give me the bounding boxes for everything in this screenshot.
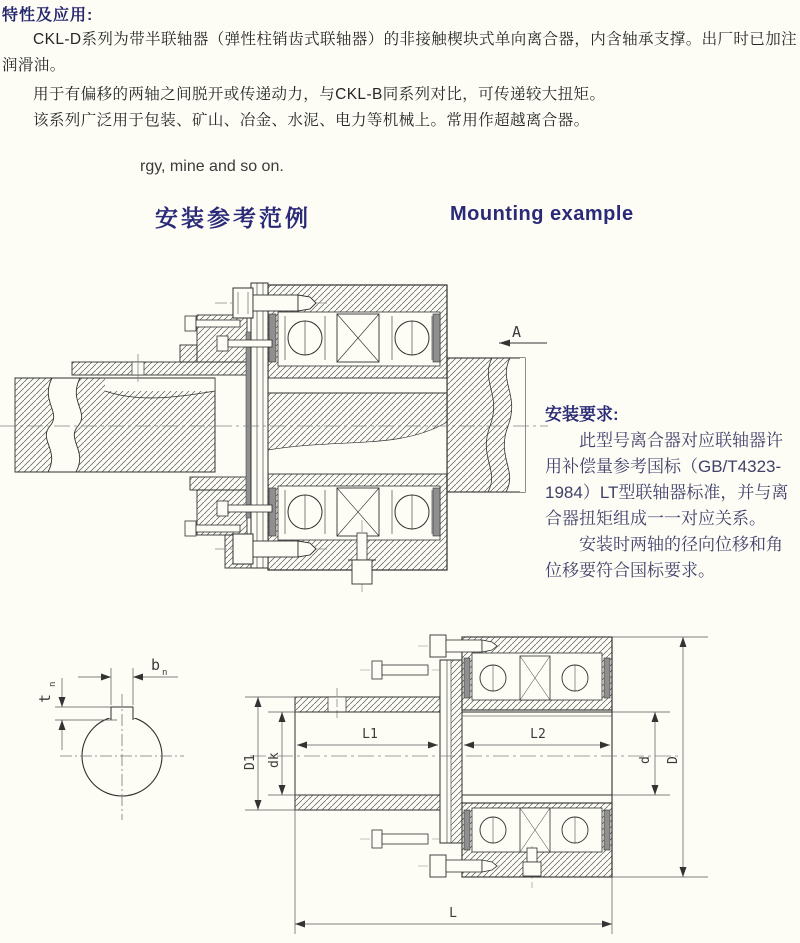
installation-line: 用补偿量参考国标（GB/T4323-	[545, 457, 782, 476]
dimension-drawing	[20, 608, 720, 943]
flange-disc	[440, 660, 462, 843]
installation-requirements	[545, 400, 800, 584]
coupling-disc	[246, 283, 268, 568]
dim-label-D: D	[666, 756, 681, 764]
features-paragraph1-line2: 润滑油。	[2, 57, 66, 74]
installation-line: 安装时两轴的径向位移和角	[579, 535, 783, 554]
section-heading-english: Mounting example	[450, 203, 634, 225]
dim-label-D1: D1	[243, 754, 258, 770]
dim-label-b-sub: n	[162, 668, 168, 678]
features-title: 特性及应用:	[2, 7, 94, 24]
features-paragraph3: 该系列广泛用于包装、矿山、冶金、水泥、电力等机械上。常用作超越离合器。	[33, 112, 590, 129]
features-paragraph1-line1: CKL-D系列为带半联轴器（弹性柱销齿式联轴器）的非接触楔块式单向离合器，内含轴承支撑。出厂时已加注	[33, 31, 798, 48]
features-paragraph2: 用于有偏移的两轴之间脱开或传递动力，与CKL-B同系列对比，可传递较大扭矩。	[33, 86, 606, 103]
dim-label-d: d	[638, 756, 653, 764]
installation-title: 安装要求:	[545, 405, 619, 424]
dim-label-L: L	[449, 906, 457, 921]
installation-line: 此型号离合器对应联轴器许	[579, 431, 783, 450]
dim-label-L1: L1	[362, 727, 378, 742]
dim-label-t-sub: n	[48, 681, 58, 687]
mounting-example-drawing	[0, 250, 560, 610]
dim-label-dk: dk	[267, 752, 282, 768]
view-label: A	[512, 323, 522, 341]
right-shaft	[447, 358, 525, 492]
section-heading-chinese: 安装参考范例	[155, 205, 311, 231]
installation-line: 1984）LT型联轴器标准，并与离	[545, 483, 789, 502]
dim-label-b: b	[151, 656, 161, 674]
installation-line: 位移要符合国标要求。	[545, 561, 715, 580]
installation-line: 合器扭矩组成一一对应关系。	[545, 509, 766, 528]
section-arrow	[499, 323, 547, 347]
dim-label-t: t	[36, 693, 54, 703]
english-text-fragment: rgy, mine and so on.	[140, 158, 284, 175]
arrow-left-icon	[499, 340, 510, 347]
left-shaft	[15, 378, 215, 472]
shaft-section-view	[60, 694, 184, 820]
dim-label-L2: L2	[530, 727, 546, 742]
